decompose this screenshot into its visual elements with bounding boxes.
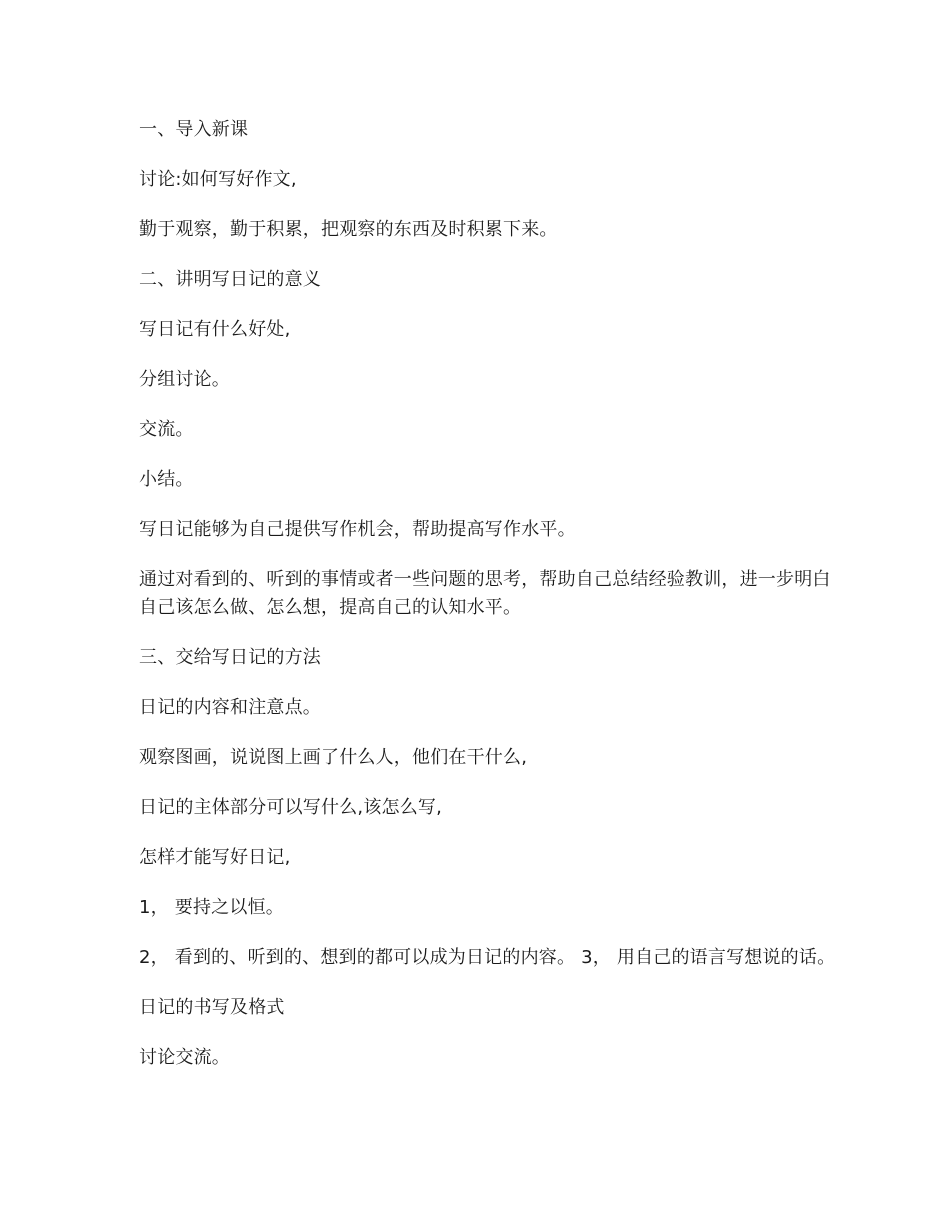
heading-diary-method: 三、交给写日记的方法: [139, 647, 321, 668]
heading-intro: 一、导入新课: [139, 119, 249, 140]
paragraph-exchange: 交流。: [139, 419, 194, 440]
paragraph-group-discussion: 分组讨论。: [139, 369, 230, 390]
document-body: [139, 116, 839, 1094]
list-item-content-sources: 2， 看到的、听到的、想到的都可以成为日记的内容。 3， 用自己的语言写想说的话。: [139, 947, 836, 968]
heading-diary-meaning: 二、讲明写日记的意义: [139, 269, 321, 290]
paragraph-content-notes: 日记的内容和注意点。: [139, 697, 321, 718]
list-item-persevere: 1， 要持之以恒。: [139, 897, 284, 918]
paragraph-summary: 小结。: [139, 469, 194, 490]
paragraph-writing-opportunity: 写日记能够为自己提供写作机会，帮助提高写作水平。: [139, 519, 576, 540]
paragraph-main-body: 日记的主体部分可以写什么,该怎么写,: [139, 797, 443, 818]
heading-format: 日记的书写及格式: [139, 997, 285, 1018]
paragraph-observe-picture: 观察图画，说说图上画了什么人，他们在干什么,: [139, 747, 528, 768]
paragraph-reflection: 通过对看到的、听到的事情或者一些问题的思考，帮助自己总结经验教训，进一步明白自己该怎么做、怎么想，提高自己的认知水平。: [139, 569, 831, 618]
paragraph-benefits-question: 写日记有什么好处,: [139, 319, 291, 340]
paragraph-how-to-write-well: 怎样才能写好日记,: [139, 847, 291, 868]
paragraph-observe-accumulate: 勤于观察，勤于积累，把观察的东西及时积累下来。: [139, 219, 558, 240]
paragraph-discuss-exchange: 讨论交流。: [139, 1047, 230, 1068]
paragraph-discussion-question: 讨论:如何写好作文,: [139, 169, 297, 190]
